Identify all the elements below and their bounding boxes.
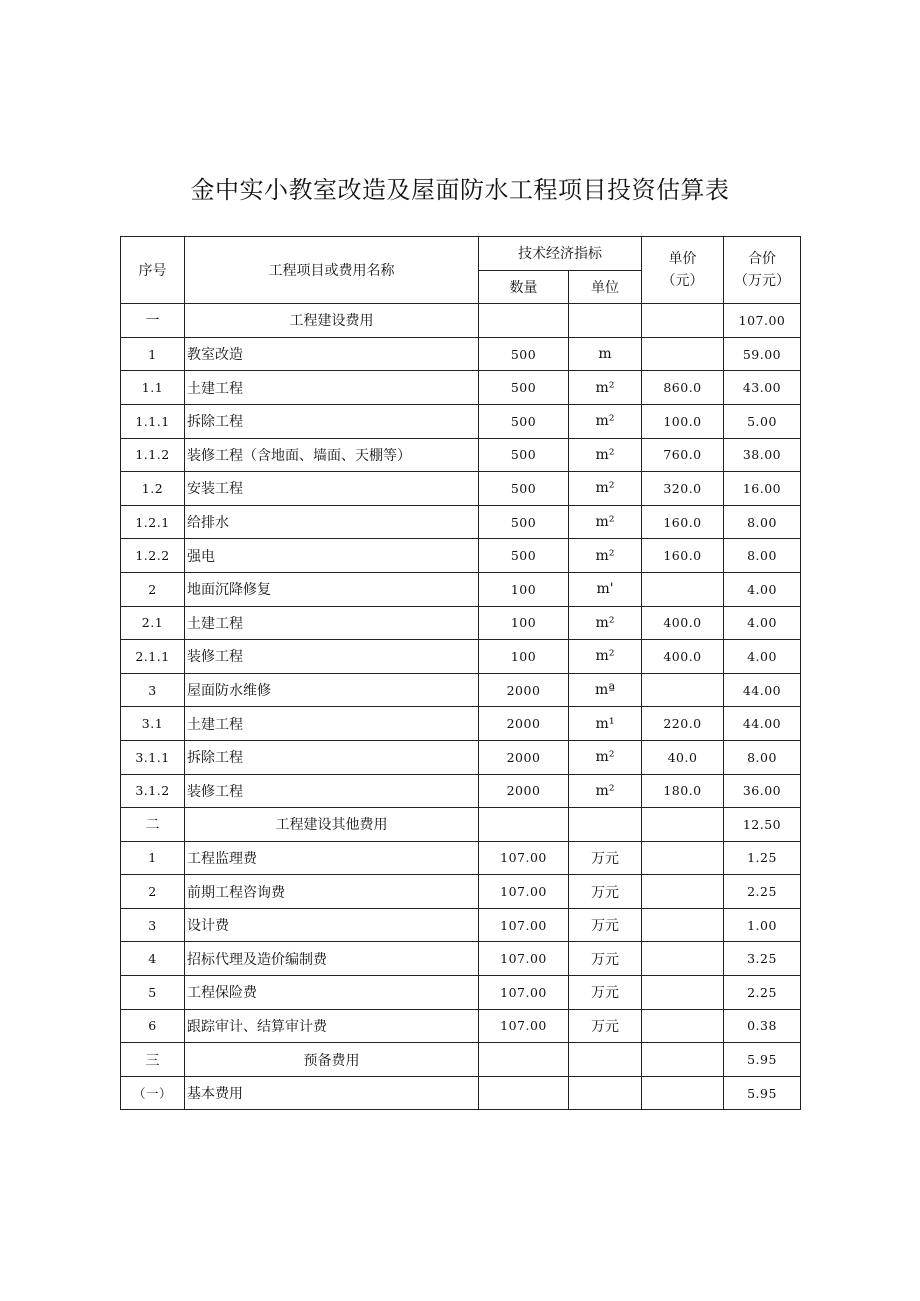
cell-name: 基本费用 xyxy=(185,1076,479,1110)
header-seq: 序号 xyxy=(121,237,185,304)
cell-price xyxy=(642,875,724,909)
cell-unit: m² xyxy=(569,438,642,472)
cell-name: 工程监理费 xyxy=(185,841,479,875)
cell-name: 设计费 xyxy=(185,908,479,942)
cell-qty: 100 xyxy=(479,572,569,606)
cell-qty: 500 xyxy=(479,472,569,506)
cell-unit: m² xyxy=(569,606,642,640)
header-qty: 数量 xyxy=(479,270,569,304)
cell-total: 4.00 xyxy=(724,572,801,606)
cell-name: 拆除工程 xyxy=(185,404,479,438)
cell-name: 安装工程 xyxy=(185,472,479,506)
cell-name: 屋面防水维修 xyxy=(185,673,479,707)
cell-seq: 2 xyxy=(121,572,185,606)
section-row xyxy=(121,1043,801,1077)
cell-seq: 3 xyxy=(121,673,185,707)
cell-seq: 1.1.2 xyxy=(121,438,185,472)
cell-name: 工程建设费用 xyxy=(185,304,479,338)
cell-total: 5.00 xyxy=(724,404,801,438)
cell-unit: mª xyxy=(569,673,642,707)
cell-unit: 万元 xyxy=(569,1009,642,1043)
table-row xyxy=(121,572,801,606)
cell-total: 1.00 xyxy=(724,908,801,942)
section-row xyxy=(121,808,801,842)
cell-name: 前期工程咨询费 xyxy=(185,875,479,909)
cell-seq: 三 xyxy=(121,1043,185,1077)
cell-name: 招标代理及造价编制费 xyxy=(185,942,479,976)
cell-name: 土建工程 xyxy=(185,707,479,741)
cell-qty: 107.00 xyxy=(479,1009,569,1043)
cell-name: 装修工程（含地面、墙面、天棚等） xyxy=(185,438,479,472)
cell-price xyxy=(642,808,724,842)
table-row xyxy=(121,673,801,707)
header-price xyxy=(642,237,724,304)
cell-unit xyxy=(569,304,642,338)
cell-price: 220.0 xyxy=(642,707,724,741)
cell-price: 400.0 xyxy=(642,606,724,640)
cell-unit: 万元 xyxy=(569,908,642,942)
cell-seq: 2.1 xyxy=(121,606,185,640)
cell-seq: （一） xyxy=(121,1076,185,1110)
cell-qty: 100 xyxy=(479,640,569,674)
cell-unit: m' xyxy=(569,572,642,606)
cell-price: 760.0 xyxy=(642,438,724,472)
cell-unit: m² xyxy=(569,404,642,438)
cell-qty: 107.00 xyxy=(479,841,569,875)
table-row xyxy=(121,740,801,774)
cell-name: 装修工程 xyxy=(185,640,479,674)
cell-total: 5.95 xyxy=(724,1043,801,1077)
cell-name: 工程保险费 xyxy=(185,976,479,1010)
cell-seq: 1.2.2 xyxy=(121,539,185,573)
cell-total: 3.25 xyxy=(724,942,801,976)
section-row xyxy=(121,304,801,338)
cell-price: 160.0 xyxy=(642,539,724,573)
cell-seq: 1.1 xyxy=(121,371,185,405)
cell-qty: 500 xyxy=(479,337,569,371)
cell-name: 给排水 xyxy=(185,505,479,539)
table-row xyxy=(121,539,801,573)
cell-qty: 500 xyxy=(479,404,569,438)
cell-qty xyxy=(479,1076,569,1110)
cell-price xyxy=(642,1076,724,1110)
table-row xyxy=(121,1076,801,1110)
cell-name: 拆除工程 xyxy=(185,740,479,774)
table-row xyxy=(121,1009,801,1043)
cell-total: 4.00 xyxy=(724,640,801,674)
cell-name: 强电 xyxy=(185,539,479,573)
table-row xyxy=(121,707,801,741)
cell-total: 44.00 xyxy=(724,707,801,741)
cell-price xyxy=(642,337,724,371)
cell-unit: m² xyxy=(569,539,642,573)
cell-seq: 5 xyxy=(121,976,185,1010)
cell-price: 100.0 xyxy=(642,404,724,438)
cell-seq: 1.2 xyxy=(121,472,185,506)
cell-total: 59.00 xyxy=(724,337,801,371)
cell-name: 教室改造 xyxy=(185,337,479,371)
cell-total: 36.00 xyxy=(724,774,801,808)
cell-price: 160.0 xyxy=(642,505,724,539)
cell-price xyxy=(642,841,724,875)
cell-unit: 万元 xyxy=(569,976,642,1010)
table-row xyxy=(121,505,801,539)
cell-total: 38.00 xyxy=(724,438,801,472)
cell-price: 180.0 xyxy=(642,774,724,808)
cell-unit: m xyxy=(569,337,642,371)
cell-total: 44.00 xyxy=(724,673,801,707)
cell-qty: 107.00 xyxy=(479,942,569,976)
cell-unit: 万元 xyxy=(569,841,642,875)
cell-unit xyxy=(569,1043,642,1077)
header-indicator: 技术经济指标 xyxy=(479,237,642,271)
cell-unit: m² xyxy=(569,472,642,506)
table-row xyxy=(121,606,801,640)
table-row xyxy=(121,371,801,405)
cell-unit: m² xyxy=(569,774,642,808)
cell-price: 860.0 xyxy=(642,371,724,405)
cell-qty: 2000 xyxy=(479,740,569,774)
cell-name: 装修工程 xyxy=(185,774,479,808)
cell-total: 8.00 xyxy=(724,539,801,573)
header-row-1 xyxy=(121,237,801,271)
cell-unit: m² xyxy=(569,740,642,774)
cell-total: 8.00 xyxy=(724,740,801,774)
cell-qty: 2000 xyxy=(479,673,569,707)
cell-name: 地面沉降修复 xyxy=(185,572,479,606)
cell-seq: 2.1.1 xyxy=(121,640,185,674)
cell-name: 工程建设其他费用 xyxy=(185,808,479,842)
cell-qty: 500 xyxy=(479,505,569,539)
cell-seq: 1 xyxy=(121,337,185,371)
cell-qty: 2000 xyxy=(479,707,569,741)
cell-total: 1.25 xyxy=(724,841,801,875)
cell-seq: 2 xyxy=(121,875,185,909)
header-unit: 单位 xyxy=(569,270,642,304)
cell-seq: 3.1.2 xyxy=(121,774,185,808)
cell-total: 43.00 xyxy=(724,371,801,405)
cell-qty: 2000 xyxy=(479,774,569,808)
cell-seq: 一 xyxy=(121,304,185,338)
cell-price xyxy=(642,1043,724,1077)
cell-seq: 3 xyxy=(121,908,185,942)
cell-qty: 107.00 xyxy=(479,875,569,909)
cell-price: 400.0 xyxy=(642,640,724,674)
cell-price xyxy=(642,304,724,338)
cell-unit: m² xyxy=(569,505,642,539)
cell-unit: 万元 xyxy=(569,875,642,909)
cell-seq: 3.1 xyxy=(121,707,185,741)
table-row xyxy=(121,976,801,1010)
cell-seq: 1.2.1 xyxy=(121,505,185,539)
cell-price xyxy=(642,1009,724,1043)
cell-total: 8.00 xyxy=(724,505,801,539)
table-row xyxy=(121,942,801,976)
header-total xyxy=(724,237,801,304)
cell-qty xyxy=(479,1043,569,1077)
cell-price xyxy=(642,942,724,976)
cell-total: 5.95 xyxy=(724,1076,801,1110)
cell-qty: 107.00 xyxy=(479,908,569,942)
table-row xyxy=(121,875,801,909)
table-row xyxy=(121,404,801,438)
cell-total: 2.25 xyxy=(724,976,801,1010)
cell-unit: m² xyxy=(569,371,642,405)
cell-total: 0.38 xyxy=(724,1009,801,1043)
cell-price: 40.0 xyxy=(642,740,724,774)
header-name: 工程项目或费用名称 xyxy=(185,237,479,304)
table-row xyxy=(121,774,801,808)
cell-unit xyxy=(569,1076,642,1110)
cell-qty: 500 xyxy=(479,539,569,573)
cell-name: 土建工程 xyxy=(185,371,479,405)
header-price-line2: （元） xyxy=(661,273,704,290)
page-title: 金中实小教室改造及屋面防水工程项目投资估算表 xyxy=(190,176,730,204)
cell-total: 12.50 xyxy=(724,808,801,842)
cell-qty xyxy=(479,304,569,338)
cell-total: 4.00 xyxy=(724,606,801,640)
cell-qty: 500 xyxy=(479,438,569,472)
cell-qty: 500 xyxy=(479,371,569,405)
header-total-line1: 合价 xyxy=(748,251,776,268)
cell-price xyxy=(642,908,724,942)
header-price-line1: 单价 xyxy=(668,251,697,268)
cell-price xyxy=(642,572,724,606)
cell-price xyxy=(642,976,724,1010)
cell-total: 2.25 xyxy=(724,875,801,909)
header-total-line2: （万元） xyxy=(734,273,790,290)
cell-name: 跟踪审计、结算审计费 xyxy=(185,1009,479,1043)
cell-qty: 100 xyxy=(479,606,569,640)
cell-price: 320.0 xyxy=(642,472,724,506)
cell-price xyxy=(642,673,724,707)
cell-name: 土建工程 xyxy=(185,606,479,640)
cell-total: 107.00 xyxy=(724,304,801,338)
cell-seq: 3.1.1 xyxy=(121,740,185,774)
cell-qty xyxy=(479,808,569,842)
cell-seq: 1 xyxy=(121,841,185,875)
cell-total: 16.00 xyxy=(724,472,801,506)
table-row xyxy=(121,472,801,506)
cell-name: 预备费用 xyxy=(185,1043,479,1077)
cell-unit: m² xyxy=(569,640,642,674)
table-row xyxy=(121,908,801,942)
cell-qty: 107.00 xyxy=(479,976,569,1010)
cell-unit xyxy=(569,808,642,842)
table-row xyxy=(121,640,801,674)
cell-seq: 1.1.1 xyxy=(121,404,185,438)
table-row xyxy=(121,337,801,371)
cell-seq: 二 xyxy=(121,808,185,842)
table-body xyxy=(121,304,801,1110)
table-row xyxy=(121,841,801,875)
cell-unit: m¹ xyxy=(569,707,642,741)
cell-seq: 6 xyxy=(121,1009,185,1043)
estimate-table xyxy=(120,236,801,1110)
cell-unit: 万元 xyxy=(569,942,642,976)
cell-seq: 4 xyxy=(121,942,185,976)
table-row xyxy=(121,438,801,472)
